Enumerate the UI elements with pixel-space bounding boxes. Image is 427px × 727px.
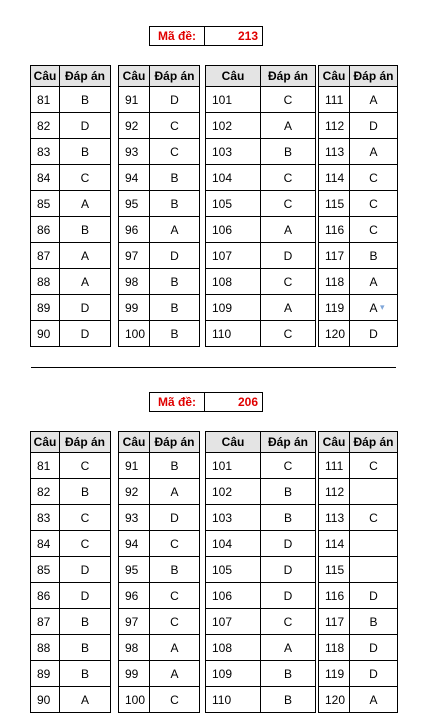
question-number-cell[interactable]: 98 [119,635,150,661]
answer-cell[interactable]: D [60,113,111,139]
table-row [31,557,111,583]
table-row [206,269,316,295]
answer-cell[interactable]: D [60,321,111,347]
table-row [31,139,111,165]
table-row [319,165,398,191]
question-number-cell[interactable]: 96 [119,217,150,243]
header-question: Câu [206,432,261,453]
question-number-cell[interactable]: 108 [206,635,261,661]
answer-cell[interactable]: C [150,139,200,165]
question-number-cell[interactable]: 119 [319,661,350,687]
question-number-cell[interactable]: 119 [319,295,350,321]
answer-cell[interactable]: A [261,217,316,243]
answer-cell[interactable]: D [350,583,398,609]
question-number-cell[interactable]: 107 [206,609,261,635]
question-number-cell[interactable]: 94 [119,165,150,191]
table-row [31,87,111,113]
answer-cell[interactable]: C [60,531,111,557]
question-number-cell[interactable]: 110 [206,687,261,713]
exam-code-label: Mã đề: [150,393,205,411]
answer-cell[interactable]: D [261,531,316,557]
table-row [119,113,200,139]
table-row [206,139,316,165]
table-row [206,557,316,583]
question-number-cell[interactable]: 88 [31,269,60,295]
question-number-cell[interactable]: 85 [31,557,60,583]
question-number-cell[interactable]: 86 [31,583,60,609]
table-row [119,635,200,661]
answer-cell[interactable]: A [350,87,398,113]
answer-cell[interactable]: B [350,609,398,635]
answer-cell[interactable]: A [261,635,316,661]
table-row [206,505,316,531]
answer-cell[interactable]: D [60,583,111,609]
question-number-cell[interactable]: 101 [206,87,261,113]
answer-cell[interactable]: D [261,243,316,269]
table-header-row [206,432,316,453]
answer-cell[interactable]: A [150,661,200,687]
answer-table-3 [205,65,316,347]
table-row [319,531,398,557]
question-number-cell[interactable]: 91 [119,87,150,113]
table-row [31,191,111,217]
question-number-cell[interactable]: 90 [31,321,60,347]
table-header-row [206,66,316,87]
question-number-cell[interactable]: 113 [319,139,350,165]
answer-cell[interactable]: D [350,661,398,687]
table-row [119,191,200,217]
answer-cell[interactable]: B [150,321,200,347]
table-row [319,269,398,295]
table-row [206,453,316,479]
answer-cell[interactable]: C [60,165,111,191]
question-number-cell[interactable]: 118 [319,269,350,295]
table-row [119,557,200,583]
question-number-cell[interactable]: 95 [119,557,150,583]
question-number-cell[interactable]: 103 [206,505,261,531]
answer-cell[interactable]: A [350,139,398,165]
question-number-cell[interactable]: 105 [206,191,261,217]
question-number-cell[interactable]: 100 [119,687,150,713]
table-row [31,321,111,347]
table-row [206,191,316,217]
answer-cell[interactable]: C [60,505,111,531]
table-header-row [319,66,398,87]
answer-cell[interactable]: D [60,557,111,583]
question-number-cell[interactable]: 97 [119,609,150,635]
answer-cell[interactable]: B [60,635,111,661]
exam-code-value: 206 [237,395,258,409]
answer-cell[interactable]: A [60,191,111,217]
header-answer: Đáp án [150,432,200,453]
question-number-cell[interactable]: 94 [119,531,150,557]
answer-cell[interactable]: C [60,453,111,479]
table-row [206,635,316,661]
header-answer: Đáp án [261,432,316,453]
table-row [31,269,111,295]
answer-sheet-206 [0,366,427,727]
answer-cell[interactable]: B [150,269,200,295]
question-number-cell[interactable]: 109 [206,295,261,321]
answer-cell[interactable]: A [350,295,398,321]
table-row [206,531,316,557]
table-row [31,453,111,479]
answer-cell[interactable]: C [350,191,398,217]
exam-code-box [149,392,263,412]
question-number-cell[interactable]: 117 [319,243,350,269]
table-row [319,321,398,347]
question-number-cell[interactable]: 120 [319,321,350,347]
answer-cell[interactable]: D [261,557,316,583]
question-number-cell[interactable]: 111 [319,87,350,113]
table-row [319,453,398,479]
table-row [319,635,398,661]
table-row [119,321,200,347]
question-number-cell[interactable]: 82 [31,113,60,139]
answer-cell[interactable]: B [261,687,316,713]
table-row [319,139,398,165]
answer-cell[interactable]: B [150,453,200,479]
answer-cell[interactable]: C [261,87,316,113]
table-header-row [31,66,111,87]
table-row [31,479,111,505]
answer-cell[interactable]: A [150,479,200,505]
answer-cell[interactable]: A [60,687,111,713]
answer-cell[interactable]: C [261,269,316,295]
question-number-cell[interactable]: 114 [319,531,350,557]
question-number-cell[interactable]: 104 [206,531,261,557]
table-row [319,191,398,217]
question-number-cell[interactable]: 97 [119,243,150,269]
table-row [119,505,200,531]
answer-cell[interactable]: C [150,687,200,713]
answer-cell[interactable]: C [350,165,398,191]
answer-cell[interactable]: A [261,113,316,139]
question-number-cell[interactable]: 112 [319,479,350,505]
answer-cell[interactable]: B [60,139,111,165]
question-number-cell[interactable]: 90 [31,687,60,713]
table-row [31,217,111,243]
table-row [119,217,200,243]
question-number-cell[interactable]: 84 [31,531,60,557]
table-row [119,479,200,505]
exam-code-box [149,26,263,46]
answer-cell[interactable]: A [60,243,111,269]
table-row [319,243,398,269]
question-number-cell[interactable]: 83 [31,139,60,165]
question-number-cell[interactable]: 106 [206,583,261,609]
table-row [206,609,316,635]
table-header-row [319,432,398,453]
table-row [206,87,316,113]
header-question: Câu [31,66,60,87]
header-question: Câu [119,66,150,87]
question-number-cell[interactable]: 84 [31,165,60,191]
header-answer: Đáp án [261,66,316,87]
answer-table-1 [30,65,111,347]
table-row [31,243,111,269]
table-row [206,321,316,347]
table-row [31,687,111,713]
question-number-cell[interactable]: 116 [319,217,350,243]
fill-handle-icon: ▾ [380,302,385,312]
question-number-cell[interactable]: 99 [119,295,150,321]
question-number-cell[interactable]: 108 [206,269,261,295]
answer-cell[interactable]: D [150,505,200,531]
question-number-cell[interactable]: 93 [119,139,150,165]
question-number-cell[interactable]: 103 [206,139,261,165]
header-question: Câu [31,432,60,453]
header-question: Câu [319,66,350,87]
answer-table-1 [30,431,111,713]
answer-cell[interactable]: B [261,505,316,531]
table-row [31,635,111,661]
question-number-cell[interactable]: 117 [319,609,350,635]
question-number-cell[interactable]: 113 [319,505,350,531]
answer-cell[interactable]: B [261,139,316,165]
table-row [319,87,398,113]
question-number-cell[interactable]: 92 [119,113,150,139]
table-row [206,295,316,321]
answer-cell[interactable]: B [60,87,111,113]
answer-cell[interactable]: D [150,87,200,113]
answer-sheet-213 [0,0,427,361]
answer-cell[interactable]: B [60,217,111,243]
answer-cell[interactable]: D [350,635,398,661]
question-number-cell[interactable]: 105 [206,557,261,583]
question-number-cell[interactable]: 120 [319,687,350,713]
table-row [319,557,398,583]
question-number-cell[interactable]: 93 [119,505,150,531]
answer-cell[interactable]: C [150,583,200,609]
answer-table-3 [205,431,316,713]
table-row [119,531,200,557]
answer-cell[interactable]: B [261,479,316,505]
table-row [119,583,200,609]
question-number-cell[interactable]: 88 [31,635,60,661]
table-row [319,609,398,635]
answer-cell[interactable]: D [261,583,316,609]
question-number-cell[interactable]: 100 [119,321,150,347]
answer-cell[interactable]: C [261,191,316,217]
answer-cell[interactable]: A [350,269,398,295]
table-row [119,609,200,635]
answer-cell[interactable]: C [350,453,398,479]
answer-cell[interactable]: D [150,243,200,269]
answer-cell[interactable]: B [150,191,200,217]
table-row [31,165,111,191]
table-row [119,661,200,687]
answer-cell[interactable]: C [261,453,316,479]
table-row [119,165,200,191]
table-row [319,113,398,139]
table-row [319,687,398,713]
table-row [206,661,316,687]
answer-cell[interactable]: B [261,661,316,687]
question-number-cell[interactable]: 89 [31,295,60,321]
header-answer: Đáp án [150,66,200,87]
table-row [31,531,111,557]
table-row [119,139,200,165]
answer-cell[interactable]: B [150,165,200,191]
answer-cell[interactable]: C [150,113,200,139]
answer-cell[interactable]: B [60,609,111,635]
question-number-cell[interactable]: 107 [206,243,261,269]
question-number-cell[interactable]: 81 [31,453,60,479]
table-row [206,687,316,713]
question-number-cell[interactable]: 116 [319,583,350,609]
answer-cell[interactable]: B [60,661,111,687]
answer-cell[interactable]: C [150,609,200,635]
question-number-cell[interactable]: 114 [319,165,350,191]
table-row [319,217,398,243]
table-row [206,217,316,243]
header-answer: Đáp án [60,66,111,87]
answer-cell[interactable] [350,557,398,583]
table-row [206,479,316,505]
answer-cell[interactable]: C [261,321,316,347]
question-number-cell[interactable]: 101 [206,453,261,479]
answer-cell[interactable]: A [150,635,200,661]
answer-cell[interactable]: C [350,505,398,531]
table-row [119,687,200,713]
question-number-cell[interactable]: 118 [319,635,350,661]
table-row [119,269,200,295]
answer-cell[interactable]: C [261,609,316,635]
table-row [119,243,200,269]
answer-cell[interactable] [350,479,398,505]
table-row [119,295,200,321]
header-answer: Đáp án [350,66,398,87]
answer-table-2 [118,65,200,347]
question-number-cell[interactable]: 104 [206,165,261,191]
question-number-cell[interactable]: 83 [31,505,60,531]
table-row [206,583,316,609]
question-number-cell[interactable]: 81 [31,87,60,113]
question-number-cell[interactable]: 112 [319,113,350,139]
answer-cell[interactable]: A [150,217,200,243]
answer-cell[interactable]: A [261,295,316,321]
answer-cell[interactable]: D [350,113,398,139]
question-number-cell[interactable]: 89 [31,661,60,687]
table-row [31,505,111,531]
table-header-row [119,432,200,453]
question-number-cell[interactable]: 115 [319,557,350,583]
table-row [206,243,316,269]
question-number-cell[interactable]: 87 [31,243,60,269]
question-number-cell[interactable]: 102 [206,113,261,139]
question-number-cell[interactable]: 106 [206,217,261,243]
table-row [31,113,111,139]
answer-cell[interactable]: D [350,321,398,347]
question-number-cell[interactable]: 111 [319,453,350,479]
table-row [319,505,398,531]
table-header-row [31,432,111,453]
answer-cell[interactable]: B [150,557,200,583]
question-number-cell[interactable]: 99 [119,661,150,687]
question-number-cell[interactable]: 102 [206,479,261,505]
header-question: Câu [206,66,261,87]
answer-cell[interactable]: B [350,243,398,269]
table-row [319,583,398,609]
table-row [319,479,398,505]
header-question: Câu [319,432,350,453]
question-number-cell[interactable]: 85 [31,191,60,217]
question-number-cell[interactable]: 86 [31,217,60,243]
answer-cell[interactable]: D [60,295,111,321]
table-header-row [119,66,200,87]
table-row [31,295,111,321]
answer-cell[interactable]: B [60,479,111,505]
question-number-cell[interactable]: 115 [319,191,350,217]
table-row [206,113,316,139]
answer-cell[interactable] [350,531,398,557]
answer-table-2 [118,431,200,713]
question-number-cell[interactable]: 87 [31,609,60,635]
exam-code-label: Mã đề: [150,27,205,45]
answer-cell[interactable]: C [150,531,200,557]
table-row [206,165,316,191]
question-number-cell[interactable]: 98 [119,269,150,295]
question-number-cell[interactable]: 109 [206,661,261,687]
table-row [31,609,111,635]
answer-cell[interactable]: C [350,217,398,243]
table-row [31,583,111,609]
table-row [119,453,200,479]
answer-cell[interactable]: A [350,687,398,713]
table-row [119,87,200,113]
answer-cell[interactable]: B [150,295,200,321]
question-number-cell[interactable]: 110 [206,321,261,347]
answer-cell[interactable]: C [261,165,316,191]
question-number-cell[interactable]: 95 [119,191,150,217]
header-question: Câu [119,432,150,453]
header-answer: Đáp án [350,432,398,453]
header-answer: Đáp án [60,432,111,453]
table-row [319,661,398,687]
question-number-cell[interactable]: 82 [31,479,60,505]
answer-table-4 [318,431,398,713]
exam-code-value: 213 [237,29,258,43]
question-number-cell[interactable]: 91 [119,453,150,479]
table-row [31,661,111,687]
question-number-cell[interactable]: 92 [119,479,150,505]
question-number-cell[interactable]: 96 [119,583,150,609]
answer-cell[interactable]: A [60,269,111,295]
